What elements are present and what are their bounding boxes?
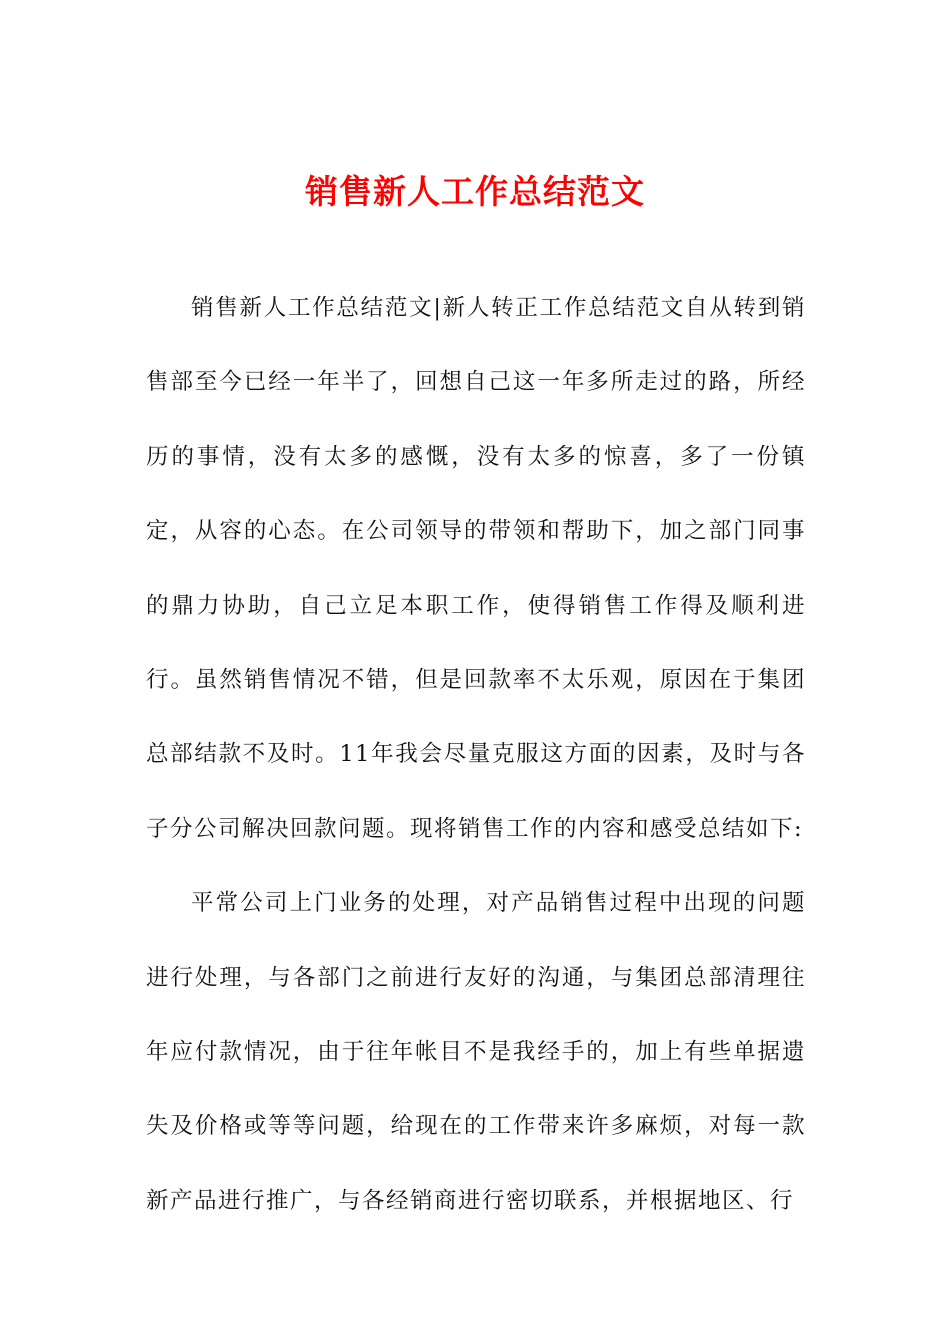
document-body [146, 271, 806, 1238]
paragraph-1: 销售新人工作总结范文|新人转正工作总结范文自从转到销售部至今已经一年半了，回想自己这一年多所走过的路，所经历的事情，没有太多的感慨，没有太多的惊喜，多了一份镇定，从容的心态。在公司领导的带领和帮助下，加之部门同事的鼎力协助，自己立足本职工作，使得销售工作得及顺利进行。虽然销售情况不错，但是回款率不太乐观，原因在于集团总部结款不及时。11年我会尽量克服这方面的因素，及时与各子分公司解决回款问题。现将销售工作的内容和感受总结如下: [146, 295, 806, 842]
paragraph-2: 平常公司上门业务的处理，对产品销售过程中出现的问题进行处理，与各部门之前进行友好的沟通，与集团总部清理往年应付款情况，由于往年帐目不是我经手的，加上有些单据遗失及价格或等等问题，给现在的工作带来许多麻烦，对每一款新产品进行推广，与各经销商进行密切联系，并根据地区、行 [146, 890, 806, 1214]
document-title: 销售新人工作总结范文 [305, 172, 645, 212]
